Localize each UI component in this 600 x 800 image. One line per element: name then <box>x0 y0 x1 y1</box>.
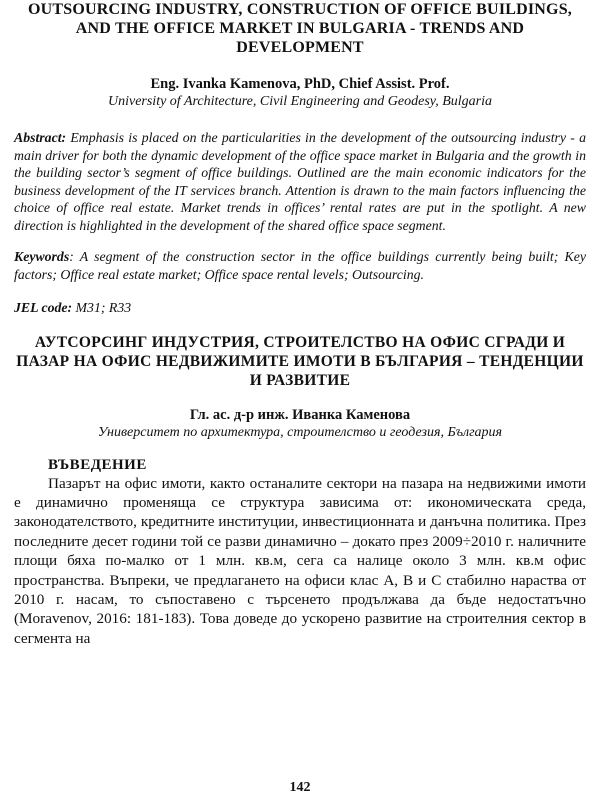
english-title: OUTSOURCING INDUSTRY, CONSTRUCTION OF OFFICE BUILDINGS, AND THE OFFICE MARKET IN BULGARIA - TRENDS AND DEVELOPMENT <box>27 1 572 56</box>
jel-code <box>14 299 586 317</box>
abstract-label: Abstract: <box>14 130 67 145</box>
bulgarian-author: Гл. ас. д-р инж. Иванка Каменова <box>189 406 411 423</box>
keywords-text: : A segment of the construction sector in the office buildings currently being built; Key factors; Office real estate market; Office space rental levels; Outsourcing. <box>14 249 586 282</box>
abstract <box>14 129 586 234</box>
bulgarian-title: АУТСОРСИНГ ИНДУСТРИЯ, СТРОИТЕЛСТВО НА ОФИС СГРАДИ И ПАЗАР НА ОФИС НЕДВИЖИМИТЕ ИМОТИ В БЪЛГАРИЯ – ТЕНДЕНЦИИ И РАЗВИТИЕ <box>16 333 584 389</box>
bulgarian-affiliation: Университет по архитектура, строителство и геодезия, България <box>97 424 503 440</box>
keywords-label: Keywords <box>14 249 70 264</box>
abstract-text: Emphasis is placed on the particularities in the development of the outsourcing industry - a main driver for both the dynamic development of the office space market in Bulgaria and the growth in the building sector’s segment of office buildings. Outlined are the main economic indicators for the business development of the IT services branch. Attention is drawn to the main factors influencing the choice of office real estate. Market trends in offices’ rental rates are put in the spotlight. A new direction is highlighted in the development of the shared office space segment. <box>14 130 586 233</box>
introduction-paragraph: Пазарът на офис имоти, както останалите сектори на пазара на недвижими имоти е динамично променяща се структура зависима от: икономическата среда, законодателството, кредитните институции, инвестиционната и данъчна политика. През последните десет години той се разви динамично – докато през 2009÷2010 г. наличните площи бяха по-малко от 1 млн. кв.м, сега са налице около 3 млн. кв.м офис пространства. Въпреки, че предлагането на офиси клас А, В и С стабилно нараства от 2010 г. насам, то съпоставено с търсенето продължава да бъде недостатъчно (Moravenov, 2016: 181-183). Това доведе до ускорено развитие на строителния сектор в сегмента на <box>14 474 586 647</box>
english-author: Eng. Ivanka Kamenova, PhD, Chief Assist. Prof. <box>150 76 450 92</box>
english-affiliation: University of Architecture, Civil Engineering and Geodesy, Bulgaria <box>107 94 493 109</box>
jel-label: JEL code: <box>14 300 73 315</box>
section-heading-introduction: ВЪВЕДЕНИЕ <box>48 456 147 473</box>
keywords <box>14 248 586 283</box>
page-number: 142 <box>289 780 311 795</box>
jel-text: M31; R33 <box>72 300 132 315</box>
